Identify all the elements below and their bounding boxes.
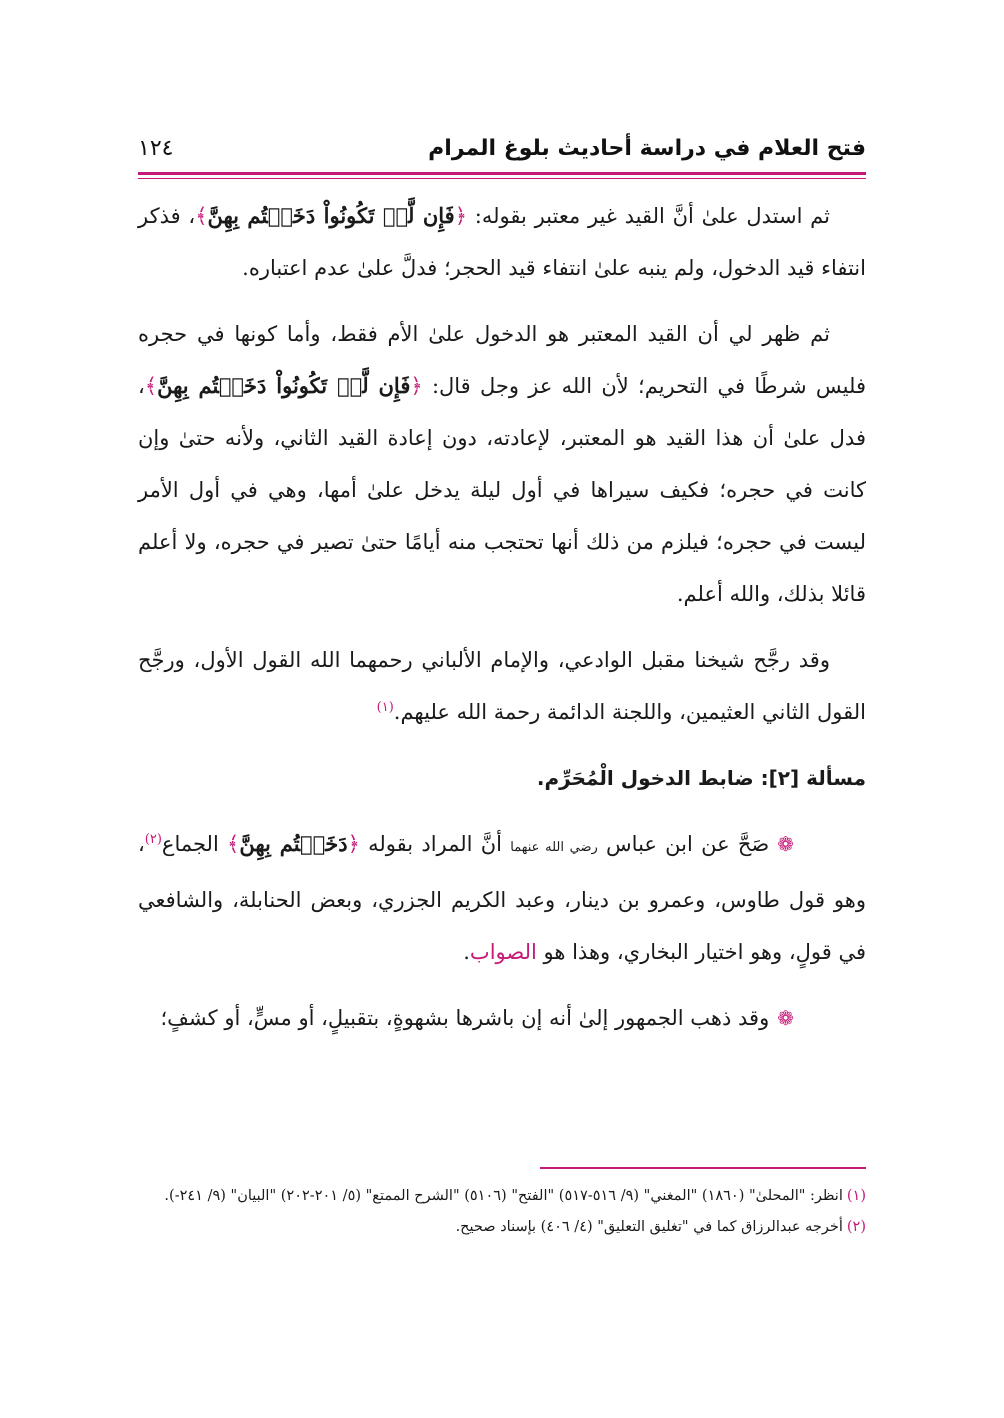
p4-text-c: الجماع — [161, 832, 228, 856]
footnote-1-number: (١) — [846, 1188, 866, 1204]
header-rule-thin — [138, 178, 866, 179]
issue-title: ضابط الدخول الْمُحَرِّم. — [536, 766, 761, 790]
issue-label: مسألة [٢]: — [760, 766, 866, 790]
ornate-bracket-close-icon: ﴾ — [195, 204, 208, 228]
ornate-bracket-close-icon: ﴾ — [144, 374, 158, 398]
footnote-divider — [540, 1167, 866, 1169]
quran-quote: دَخَلۡتُم بِهِنَّ — [239, 831, 348, 856]
footnote-2 — [138, 1214, 866, 1241]
ornate-bracket-open-icon: ﴿ — [454, 204, 468, 228]
paragraph-3 — [138, 634, 866, 738]
p2-text-a: ثم ظهر لي أن القيد المعتبر هو الدخول علىٰ الأم فقط، وأما كونها في حجره فليس شرطًا في التحريم؛ لأن الله عز وجل قال: — [138, 322, 866, 398]
p4-text-a: صَحَّ عن ابن عباس — [597, 832, 770, 856]
header-rule-thick — [138, 172, 866, 175]
page-header — [138, 130, 866, 166]
flower-bullet-icon: ❁ — [777, 1006, 794, 1030]
paragraph-4 — [138, 818, 866, 978]
quran-quote: فَإِن لَّمۡ تَكُونُواْ دَخَلۡتُم بِهِنَّ — [207, 203, 455, 228]
p1-text-b: ، فذكر انتفاء قيد الدخول، ولم ينبه علىٰ انتفاء قيد الحجر؛ فدلَّ علىٰ عدم اعتباره. — [138, 204, 866, 280]
footnote-2-number: (٢) — [846, 1219, 866, 1235]
p1-text-a: ثم استدل علىٰ أنَّ القيد غير معتبر بقوله: — [467, 204, 830, 228]
p4-text-d: ، وهو قول طاوس، وعمرو بن دينار، وعبد الكريم الجزري، وبعض الحنابلة، والشافعي في قولٍ، وهو اختيار البخاري، وهذا هو — [138, 832, 866, 964]
paragraph-2 — [138, 308, 866, 620]
p5-text: وقد ذهب الجمهور إلىٰ أنه إن باشرها بشهوةٍ، بتقبيلٍ، أو مسٍّ، أو كشفٍ؛ — [160, 1006, 770, 1030]
footnote-ref-1[interactable]: (١) — [376, 700, 394, 715]
page-number: ١٢٤ — [138, 135, 174, 161]
footnote-1-text: انظر: "المحلىٰ" (١٨٦٠) "المغني" (٩/ ٥١٦-٥١٧) "الفتح" (٥١٠٦) "الشرح الممتع" (٥/ ٢٠١-٢٠٢) "البيان" (٩/ ٢٤١-). — [164, 1188, 843, 1204]
ornate-bracket-open-icon: ﴿ — [410, 374, 423, 398]
paragraph-1 — [138, 190, 866, 294]
paragraph-5 — [138, 992, 866, 1044]
quran-quote: فَإِن لَّمۡ تَكُونُواْ دَخَلۡتُم بِهِنَّ — [157, 373, 411, 398]
issue-heading — [138, 752, 866, 804]
p4-text-b: أنَّ المراد بقوله — [359, 832, 511, 856]
flower-bullet-icon: ❁ — [777, 832, 794, 856]
footnote-1 — [138, 1183, 866, 1210]
p4-text-e: . — [463, 940, 470, 964]
footnotes — [138, 1183, 866, 1245]
footnote-2-text: أخرجه عبدالرزاق كما في "تغليق التعليق" (٤/ ٤٠٦) بإسناد صحيح. — [455, 1219, 843, 1235]
honorific-glyph: رضي الله عنهما — [510, 840, 598, 855]
highlight-correct: الصواب — [469, 940, 537, 964]
ornate-bracket-close-icon: ﴾ — [227, 832, 240, 856]
p3-text: وقد رجَّح شيخنا مقبل الوادعي، والإمام الألباني رحمهما الله القول الأول، ورجَّح القول الثاني العثيمين، واللجنة الدائمة رحمة الله عليهم. — [138, 648, 866, 724]
ornate-bracket-open-icon: ﴿ — [347, 832, 360, 856]
p2-text-b: ، فدل علىٰ أن هذا القيد هو المعتبر، لإعادته، دون إعادة القيد الثاني، ولأنه حتىٰ وإن كانت في حجره؛ فكيف سيراها في أول ليلة يدخل علىٰ أمها، وهي في أول الأمر ليست في حجره؛ فيلزم من ذلك أنها تحتجب منه أيامًا حتىٰ تصير في حجره، ولا أعلم قائلا بذلك، والله أعلم. — [138, 374, 866, 606]
book-title: فتح العلام في دراسة أحاديث بلوغ المرام — [428, 135, 866, 161]
body-text — [138, 190, 866, 1058]
footnote-ref-2[interactable]: (٢) — [144, 832, 162, 847]
